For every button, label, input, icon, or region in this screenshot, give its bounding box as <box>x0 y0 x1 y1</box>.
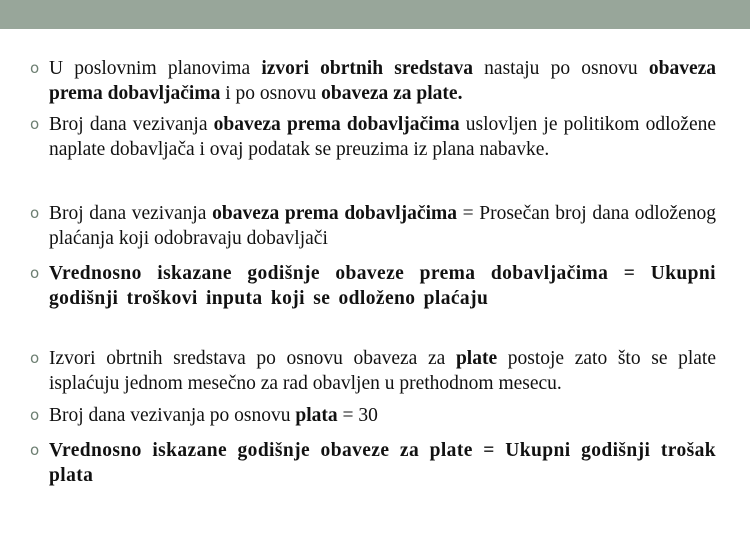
bullet-marker: o <box>30 115 40 133</box>
bullet-marker: o <box>30 264 40 282</box>
bullet-marker: o <box>30 441 40 459</box>
bullet-item-7 <box>30 438 716 488</box>
bullet-item-4 <box>30 261 716 311</box>
bullet-text: Broj dana vezivanja obaveza prema dobavljačima uslovljen je politikom odložene naplate dobavljača i ovaj podatak se preuzima iz plana nabavke. <box>49 114 717 160</box>
bullet-text: Vrednosno iskazane godišnje obaveze prema dobavljačima = Ukupni godišnji troškovi inputa koji se odloženo plaćaju <box>49 263 716 309</box>
bullet-text: U poslovnim planovima izvori obrtnih sredstava nastaju po osnovu obaveza prema dobavljačima i po osnovu obaveza za plate. <box>49 58 716 104</box>
bullet-marker: o <box>30 349 40 367</box>
bullet-text: Broj dana vezivanja po osnovu plata = 30 <box>49 405 378 426</box>
bullet-item-3 <box>30 201 716 251</box>
bullet-marker: o <box>30 406 40 424</box>
bullet-marker: o <box>30 59 40 77</box>
bullet-text: Broj dana vezivanja obaveza prema dobavljačima = Prosečan broj dana odloženog plaćanja koji odobravaju dobavljači <box>49 203 716 249</box>
bullet-item-5 <box>30 346 716 396</box>
bullet-item-1 <box>30 56 716 106</box>
bullet-item-6 <box>30 403 716 428</box>
bullet-text: Izvori obrtnih sredstava po osnovu obaveza za plate postoje zato što se plate isplaćuju jednom mesečno za rad obavljen u prethodnom mesecu. <box>49 348 717 394</box>
bullet-item-2 <box>30 112 716 162</box>
bullet-marker: o <box>30 204 40 222</box>
bullet-text: Vrednosno iskazane godišnje obaveze za plate = Ukupni godišnji trošak plata <box>49 440 716 486</box>
